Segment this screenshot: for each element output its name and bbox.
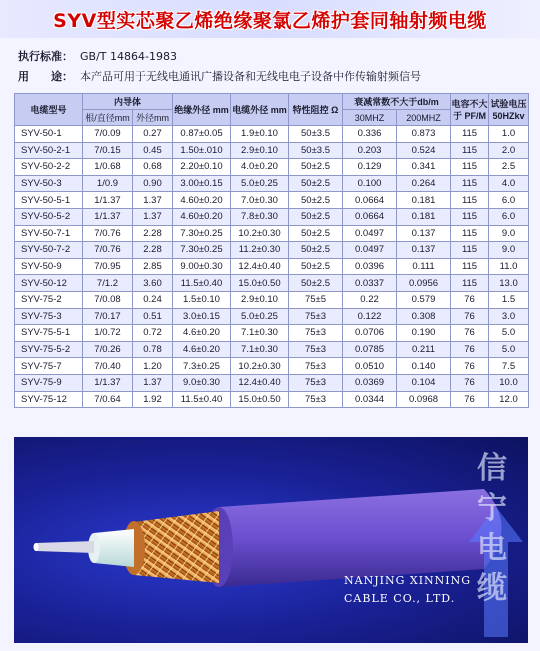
cell-test-voltage: 2.5 — [489, 159, 529, 176]
cell-model: SYV-50-12 — [15, 275, 83, 292]
company-name-line1: NANJING XINNING — [344, 574, 472, 587]
cell-conductor-count: 7/0.17 — [83, 308, 133, 325]
cell-conductor-od: 0.24 — [133, 291, 173, 308]
th-conductor: 内导体 — [83, 94, 173, 110]
table-row — [15, 126, 529, 143]
usage-line — [18, 68, 421, 84]
cell-conductor-od: 0.68 — [133, 159, 173, 176]
cell-capacitance: 76 — [451, 374, 489, 391]
cell-test-voltage: 13.0 — [489, 275, 529, 292]
cell-att-30: 0.0664 — [343, 192, 397, 209]
cell-model: SYV-75-12 — [15, 391, 83, 408]
cell-model: SYV-50-5-1 — [15, 192, 83, 209]
cell-conductor-od: 3.60 — [133, 275, 173, 292]
cell-conductor-od: 1.92 — [133, 391, 173, 408]
cell-model: SYV-75-9 — [15, 374, 83, 391]
cell-cable-od: 7.0±0.30 — [231, 192, 289, 209]
cell-insulation-od: 7.30±0.25 — [173, 225, 231, 242]
cell-model: SYV-50-1 — [15, 126, 83, 143]
th-capacitance: 电容不大于 PF/M — [451, 94, 489, 126]
cell-insulation-od: 7.3±0.25 — [173, 358, 231, 375]
table-row — [15, 242, 529, 259]
cell-insulation-od: 9.0±0.30 — [173, 374, 231, 391]
cell-impedance: 50±2.5 — [289, 242, 343, 259]
cell-test-voltage: 1.0 — [489, 126, 529, 143]
cell-att-30: 0.129 — [343, 159, 397, 176]
cell-att-30: 0.122 — [343, 308, 397, 325]
cell-att-200: 0.111 — [397, 258, 451, 275]
cell-conductor-count: 1/0.68 — [83, 159, 133, 176]
cell-insulation-od: 0.87±0.05 — [173, 126, 231, 143]
cell-capacitance: 115 — [451, 242, 489, 259]
table-row — [15, 325, 529, 342]
cell-impedance: 75±5 — [289, 291, 343, 308]
cell-conductor-od: 1.37 — [133, 374, 173, 391]
cell-insulation-od: 3.0±0.15 — [173, 308, 231, 325]
cell-conductor-count: 7/0.40 — [83, 358, 133, 375]
cell-insulation-od: 1.50±.010 — [173, 142, 231, 159]
cell-conductor-od: 1.37 — [133, 192, 173, 209]
table-row — [15, 175, 529, 192]
cell-test-voltage: 6.0 — [489, 208, 529, 225]
table-row — [15, 225, 529, 242]
cell-test-voltage: 5.0 — [489, 325, 529, 342]
cell-test-voltage: 4.0 — [489, 175, 529, 192]
th-cable-od: 电缆外径 mm — [231, 94, 289, 126]
cell-conductor-od: 1.20 — [133, 358, 173, 375]
cell-model: SYV-75-7 — [15, 358, 83, 375]
cell-att-200: 0.264 — [397, 175, 451, 192]
cell-capacitance: 115 — [451, 192, 489, 209]
cell-conductor-od: 2.85 — [133, 258, 173, 275]
usage-value: 本产品可用于无线电通讯广播设备和无线电电子设备中作传输射频信号 — [80, 70, 421, 83]
cell-conductor-od: 0.72 — [133, 325, 173, 342]
cell-conductor-count: 7/0.64 — [83, 391, 133, 408]
cell-impedance: 50±2.5 — [289, 258, 343, 275]
table-row — [15, 291, 529, 308]
cell-test-voltage: 11.0 — [489, 258, 529, 275]
table-row — [15, 358, 529, 375]
cell-conductor-od: 0.51 — [133, 308, 173, 325]
cell-att-200: 0.873 — [397, 126, 451, 143]
cell-att-30: 0.336 — [343, 126, 397, 143]
th-test-voltage: 试验电压 50HZkv — [489, 94, 529, 126]
table-row — [15, 192, 529, 209]
cell-conductor-od: 2.28 — [133, 242, 173, 259]
cell-capacitance: 115 — [451, 175, 489, 192]
cell-model: SYV-50-9 — [15, 258, 83, 275]
cell-insulation-od: 4.60±0.20 — [173, 208, 231, 225]
th-attenuation: 衰减常数不大于db/m — [343, 94, 451, 110]
cell-att-30: 0.203 — [343, 142, 397, 159]
cell-capacitance: 76 — [451, 341, 489, 358]
cell-att-200: 0.181 — [397, 192, 451, 209]
table-row — [15, 208, 529, 225]
cell-test-voltage: 6.0 — [489, 192, 529, 209]
cell-impedance: 75±3 — [289, 341, 343, 358]
cell-insulation-od: 3.00±0.15 — [173, 175, 231, 192]
cell-att-30: 0.0337 — [343, 275, 397, 292]
cell-att-30: 0.0497 — [343, 225, 397, 242]
table-row — [15, 391, 529, 408]
cell-model: SYV-50-2-1 — [15, 142, 83, 159]
cell-att-200: 0.137 — [397, 225, 451, 242]
company-name-line2: CABLE CO., LTD. — [344, 592, 456, 605]
cell-insulation-od: 1.5±0.10 — [173, 291, 231, 308]
cell-impedance: 75±3 — [289, 358, 343, 375]
cell-insulation-od: 2.20±0.10 — [173, 159, 231, 176]
cell-impedance: 50±3.5 — [289, 126, 343, 143]
cell-conductor-count: 1/0.72 — [83, 325, 133, 342]
cell-impedance: 50±2.5 — [289, 192, 343, 209]
cell-test-voltage: 10.0 — [489, 374, 529, 391]
th-conductor-count: 根/直径mm — [83, 110, 133, 126]
table-row — [15, 159, 529, 176]
cell-capacitance: 76 — [451, 325, 489, 342]
cell-cable-od: 12.4±0.40 — [231, 258, 289, 275]
cell-att-200: 0.579 — [397, 291, 451, 308]
cell-conductor-od: 0.27 — [133, 126, 173, 143]
cell-conductor-count: 7/0.76 — [83, 242, 133, 259]
cell-model: SYV-50-7-1 — [15, 225, 83, 242]
cell-test-voltage: 7.5 — [489, 358, 529, 375]
cell-impedance: 50±2.5 — [289, 208, 343, 225]
spec-table-body — [15, 126, 529, 408]
cell-impedance: 50±3.5 — [289, 142, 343, 159]
cell-impedance: 75±3 — [289, 374, 343, 391]
cell-att-200: 0.0968 — [397, 391, 451, 408]
cell-cable-od: 2.9±0.10 — [231, 291, 289, 308]
cell-capacitance: 76 — [451, 308, 489, 325]
cell-capacitance: 76 — [451, 358, 489, 375]
cell-model: SYV-50-3 — [15, 175, 83, 192]
th-impedance: 特性阻控 Ω — [289, 94, 343, 126]
cell-insulation-od: 11.5±0.40 — [173, 391, 231, 408]
cell-cable-od: 10.2±0.30 — [231, 358, 289, 375]
th-att-30: 30MHZ — [343, 110, 397, 126]
cell-conductor-od: 0.90 — [133, 175, 173, 192]
cell-capacitance: 115 — [451, 258, 489, 275]
usage-label: 用 途： — [18, 70, 73, 83]
cell-att-30: 0.0706 — [343, 325, 397, 342]
cell-att-200: 0.140 — [397, 358, 451, 375]
cell-test-voltage: 3.0 — [489, 308, 529, 325]
cell-test-voltage: 5.0 — [489, 341, 529, 358]
standard-label: 执行标准： — [18, 50, 73, 63]
cell-att-200: 0.211 — [397, 341, 451, 358]
cell-cable-od: 15.0±0.50 — [231, 275, 289, 292]
cell-capacitance: 115 — [451, 142, 489, 159]
cell-conductor-count: 1/1.37 — [83, 192, 133, 209]
cell-conductor-count: 1/1.37 — [83, 374, 133, 391]
cell-conductor-od: 0.45 — [133, 142, 173, 159]
cell-test-voltage: 1.5 — [489, 291, 529, 308]
cell-impedance: 50±2.5 — [289, 275, 343, 292]
cell-impedance: 50±2.5 — [289, 159, 343, 176]
cell-conductor-count: 1/1.37 — [83, 208, 133, 225]
cell-att-200: 0.137 — [397, 242, 451, 259]
table-row — [15, 258, 529, 275]
cell-impedance: 75±3 — [289, 391, 343, 408]
th-conductor-od: 外径mm — [133, 110, 173, 126]
table-row — [15, 275, 529, 292]
cell-conductor-count: 7/0.15 — [83, 142, 133, 159]
cable-braid — [123, 511, 219, 583]
cell-test-voltage: 12.0 — [489, 391, 529, 408]
cell-conductor-od: 1.37 — [133, 208, 173, 225]
table-row — [15, 341, 529, 358]
cell-att-200: 0.524 — [397, 142, 451, 159]
cable-conductor — [34, 541, 95, 553]
cell-conductor-od: 2.28 — [133, 225, 173, 242]
cell-cable-od: 7.1±0.30 — [231, 341, 289, 358]
cell-att-30: 0.0664 — [343, 208, 397, 225]
cell-test-voltage: 9.0 — [489, 242, 529, 259]
cell-impedance: 75±3 — [289, 308, 343, 325]
cell-model: SYV-50-7-2 — [15, 242, 83, 259]
cell-capacitance: 76 — [451, 391, 489, 408]
cell-conductor-count: 7/0.08 — [83, 291, 133, 308]
cell-conductor-count: 7/0.26 — [83, 341, 133, 358]
th-model: 电缆型号 — [15, 94, 83, 126]
cell-att-200: 0.104 — [397, 374, 451, 391]
cell-att-30: 0.0497 — [343, 242, 397, 259]
cell-att-30: 0.100 — [343, 175, 397, 192]
cell-conductor-count: 7/0.76 — [83, 225, 133, 242]
cell-cable-od: 15.0±0.50 — [231, 391, 289, 408]
cell-cable-od: 4.0±0.20 — [231, 159, 289, 176]
cell-test-voltage: 2.0 — [489, 142, 529, 159]
cell-conductor-count: 7/0.09 — [83, 126, 133, 143]
cell-capacitance: 115 — [451, 126, 489, 143]
cell-capacitance: 115 — [451, 159, 489, 176]
standard-line — [18, 48, 177, 64]
cable-illustration — [14, 437, 528, 643]
cell-att-30: 0.0369 — [343, 374, 397, 391]
cell-model: SYV-75-2 — [15, 291, 83, 308]
table-row — [15, 142, 529, 159]
cell-cable-od: 2.9±0.10 — [231, 142, 289, 159]
cell-impedance: 50±2.5 — [289, 225, 343, 242]
cell-conductor-od: 0.78 — [133, 341, 173, 358]
cell-conductor-count: 1/0.9 — [83, 175, 133, 192]
title-bar — [0, 0, 540, 38]
th-att-200: 200MHZ — [397, 110, 451, 126]
cell-insulation-od: 11.5±0.40 — [173, 275, 231, 292]
cable-insulation — [88, 529, 134, 567]
cell-capacitance: 115 — [451, 225, 489, 242]
standard-value: GB/T 14864-1983 — [80, 50, 177, 63]
cell-capacitance: 76 — [451, 291, 489, 308]
cell-model: SYV-50-5-2 — [15, 208, 83, 225]
cell-insulation-od: 9.00±0.30 — [173, 258, 231, 275]
cell-cable-od: 7.8±0.30 — [231, 208, 289, 225]
cell-att-30: 0.0510 — [343, 358, 397, 375]
company-name — [344, 572, 471, 608]
cell-cable-od: 10.2±0.30 — [231, 225, 289, 242]
cell-insulation-od: 4.60±0.20 — [173, 192, 231, 209]
cell-cable-od: 7.1±0.30 — [231, 325, 289, 342]
cell-insulation-od: 4.6±0.20 — [173, 325, 231, 342]
cell-cable-od: 5.0±0.25 — [231, 308, 289, 325]
cell-capacitance: 115 — [451, 208, 489, 225]
cell-att-200: 0.181 — [397, 208, 451, 225]
spec-table — [14, 93, 529, 408]
cell-impedance: 75±3 — [289, 325, 343, 342]
table-row — [15, 308, 529, 325]
cell-att-30: 0.0396 — [343, 258, 397, 275]
cell-att-200: 0.308 — [397, 308, 451, 325]
cable-drawing — [14, 437, 528, 643]
cell-att-30: 0.22 — [343, 291, 397, 308]
cell-test-voltage: 9.0 — [489, 225, 529, 242]
th-insulation-od: 绝缘外径 mm — [173, 94, 231, 126]
cell-model: SYV-75-5-2 — [15, 341, 83, 358]
table-row — [15, 374, 529, 391]
cell-impedance: 50±2.5 — [289, 175, 343, 192]
cell-model: SYV-50-2-2 — [15, 159, 83, 176]
cell-capacitance: 115 — [451, 275, 489, 292]
page-title: SYV型实芯聚乙烯绝缘聚氯乙烯护套同轴射频电缆 — [53, 10, 487, 32]
brand-chinese: 信宁电缆 — [477, 451, 507, 606]
cell-insulation-od: 4.6±0.20 — [173, 341, 231, 358]
cell-cable-od: 12.4±0.40 — [231, 374, 289, 391]
cell-att-200: 0.0956 — [397, 275, 451, 292]
cell-model: SYV-75-3 — [15, 308, 83, 325]
cell-att-200: 0.190 — [397, 325, 451, 342]
cell-att-200: 0.341 — [397, 159, 451, 176]
cell-cable-od: 5.0±0.25 — [231, 175, 289, 192]
cell-cable-od: 11.2±0.30 — [231, 242, 289, 259]
cell-conductor-count: 7/0.95 — [83, 258, 133, 275]
cell-conductor-count: 7/1.2 — [83, 275, 133, 292]
cell-cable-od: 1.9±0.10 — [231, 126, 289, 143]
cell-model: SYV-75-5-1 — [15, 325, 83, 342]
cell-att-30: 0.0785 — [343, 341, 397, 358]
cell-att-30: 0.0344 — [343, 391, 397, 408]
cell-insulation-od: 7.30±0.25 — [173, 242, 231, 259]
